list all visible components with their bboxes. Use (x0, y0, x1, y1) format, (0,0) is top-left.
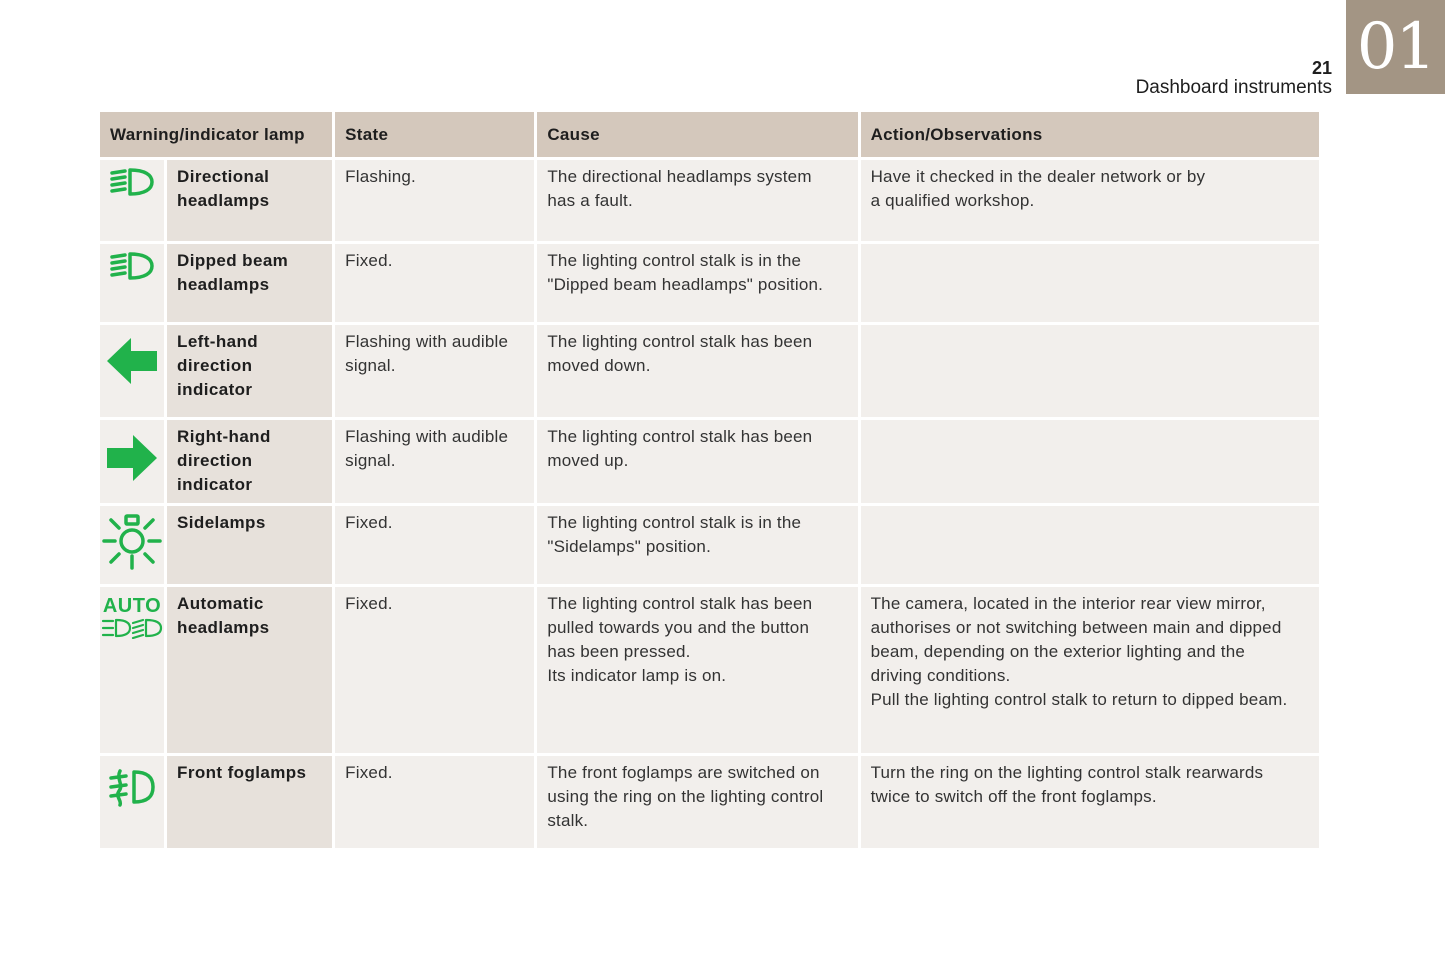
table-row (100, 756, 1319, 848)
lamp-state: Fixed. (335, 756, 534, 848)
chapter-tab (1346, 0, 1445, 94)
lamp-icon-cell (100, 587, 164, 753)
directional-headlamps-icon (108, 165, 156, 206)
table-row (100, 244, 1319, 322)
lamp-icon-cell (100, 506, 164, 584)
chapter-number: 01 (1356, 10, 1435, 84)
left-arrow-icon (105, 330, 159, 393)
lamp-icon-cell (100, 160, 164, 241)
lamp-icon-cell (100, 325, 164, 417)
lamp-name: Automatic headlamps (167, 587, 332, 753)
lamp-name: Front foglamps (167, 756, 332, 848)
lamp-action (861, 325, 1319, 417)
lamp-cause: The lighting control stalk is in the "Sidelamps" position. (537, 506, 857, 584)
lamp-action: Turn the ring on the lighting control stalk rearwards twice to switch off the front foglamps. (861, 756, 1319, 848)
lamp-icon-cell (100, 244, 164, 322)
lamp-cause: The lighting control stalk has been pulled towards you and the button has been pressed. Its indicator lamp is on. (537, 587, 857, 753)
lamp-name: Left-hand direction indicator (167, 325, 332, 417)
lamp-action (861, 506, 1319, 584)
lamp-icon-cell (100, 756, 164, 848)
lamp-state: Flashing with audible signal. (335, 420, 534, 503)
table-row (100, 420, 1319, 503)
warning-lamps-table (97, 109, 1322, 851)
section-title: Dashboard instruments (1135, 77, 1332, 98)
lamp-state: Fixed. (335, 244, 534, 322)
lamp-name: Dipped beam headlamps (167, 244, 332, 322)
lamp-action (861, 244, 1319, 322)
column-header-lamp: Warning/indicator lamp (100, 112, 332, 157)
lamp-state: Flashing with audible signal. (335, 325, 534, 417)
table-row (100, 506, 1319, 584)
column-header-state: State (335, 112, 534, 157)
column-header-action: Action/Observations (861, 112, 1319, 157)
sidelamps-icon (101, 511, 163, 578)
lamp-cause: The lighting control stalk has been moved down. (537, 325, 857, 417)
lamp-name: Right-hand direction indicator (167, 420, 332, 503)
lamp-cause: The directional headlamps system has a fault. (537, 160, 857, 241)
front-foglamps-icon (107, 761, 157, 814)
table-row (100, 587, 1319, 753)
table-row (100, 160, 1319, 241)
table-row (100, 325, 1319, 417)
lamp-state: Flashing. (335, 160, 534, 241)
auto-label: AUTO (102, 595, 162, 617)
automatic-headlamps-icon (101, 592, 163, 646)
page-number: 21 (1311, 58, 1332, 78)
lamp-action (861, 420, 1319, 503)
lamp-cause: The lighting control stalk has been moved up. (537, 420, 857, 503)
lamp-name: Sidelamps (167, 506, 332, 584)
column-header-cause: Cause (537, 112, 857, 157)
table-header-row (100, 112, 1319, 157)
lamp-state: Fixed. (335, 587, 534, 753)
lamp-action: The camera, located in the interior rear view mirror, authorises or not switching between main and dipped beam, depending on the exterior lighting and the driving conditions. Pull the lighting control stalk to return to dipped beam. (861, 587, 1319, 753)
lamp-icon-cell (100, 420, 164, 503)
lamp-name: Directional headlamps (167, 160, 332, 241)
dipped-beam-icon (108, 249, 156, 290)
right-arrow-icon (105, 425, 159, 490)
lamp-cause: The lighting control stalk is in the "Dipped beam headlamps" position. (537, 244, 857, 322)
lamp-state: Fixed. (335, 506, 534, 584)
lamp-action: Have it checked in the dealer network or by a qualified workshop. (861, 160, 1319, 241)
lamp-cause: The front foglamps are switched on using the ring on the lighting control stalk. (537, 756, 857, 848)
